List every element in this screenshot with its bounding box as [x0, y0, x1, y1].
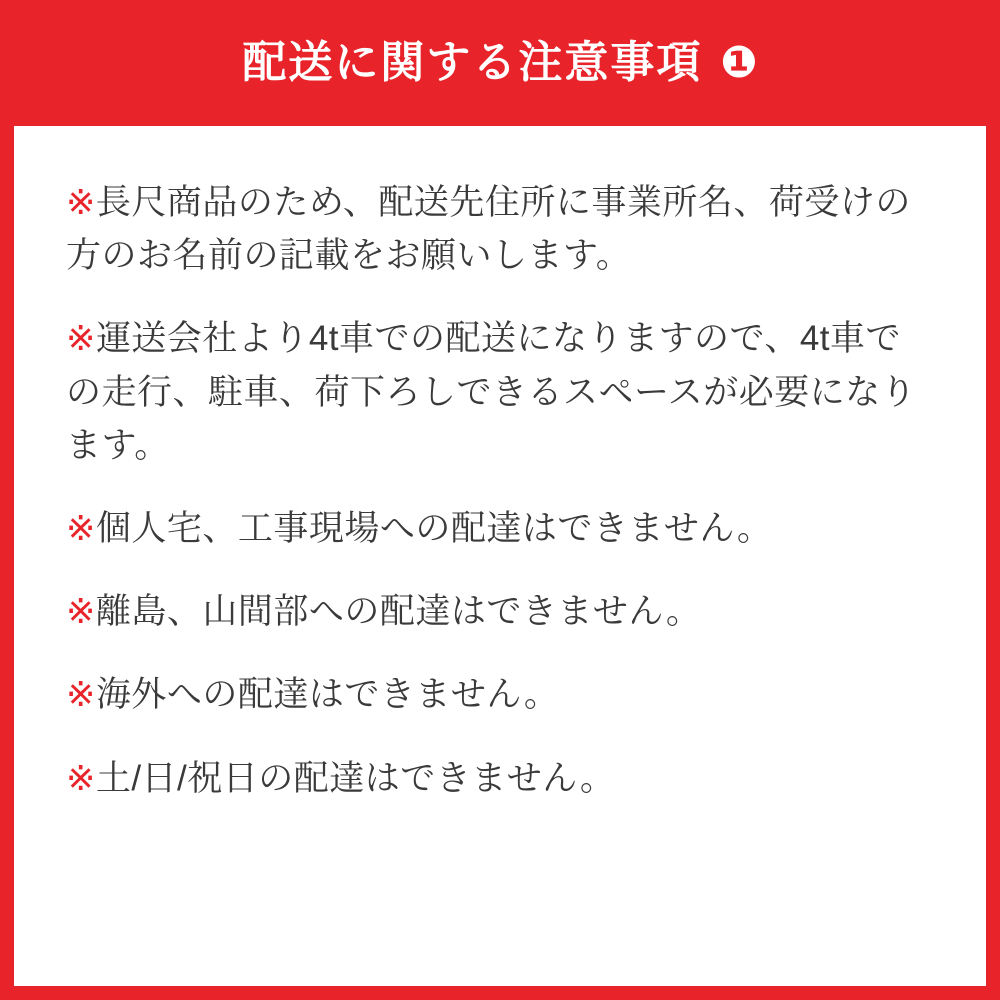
note-text: 運送会社より4t車での配送になりますので、4t車での走行、駐車、荷下ろしできるスペースが必要になります。: [66, 319, 917, 465]
list-item: [66, 585, 934, 638]
notice-panel: [14, 126, 986, 986]
note-text: 離島、山間部への配達はできません。: [95, 592, 702, 632]
note-mark: ※: [66, 675, 96, 715]
banner-header: [14, 0, 986, 126]
list-item: [66, 502, 934, 555]
note-text: 個人宅、工事現場への配達はできません。: [95, 508, 773, 548]
list-item: [66, 752, 934, 805]
note-mark: ※: [66, 758, 96, 798]
list-item: [66, 312, 934, 472]
note-mark: ※: [66, 319, 96, 359]
note-mark: ※: [66, 183, 96, 222]
list-item: [66, 668, 934, 721]
note-mark: ※: [66, 592, 96, 632]
note-text: 海外への配達はできません。: [95, 675, 560, 715]
circled-number-one-icon: ❶: [720, 38, 758, 87]
note-text: 長尺商品のため、配送先住所に事業所名、荷受けの方のお名前の記載をお願いします。: [66, 183, 911, 276]
list-item: [66, 176, 934, 282]
note-mark: ※: [66, 508, 96, 548]
page-title: 配送に関する注意事項: [242, 38, 703, 87]
note-text: 土/日/祝日の配達はできません。: [95, 758, 616, 798]
